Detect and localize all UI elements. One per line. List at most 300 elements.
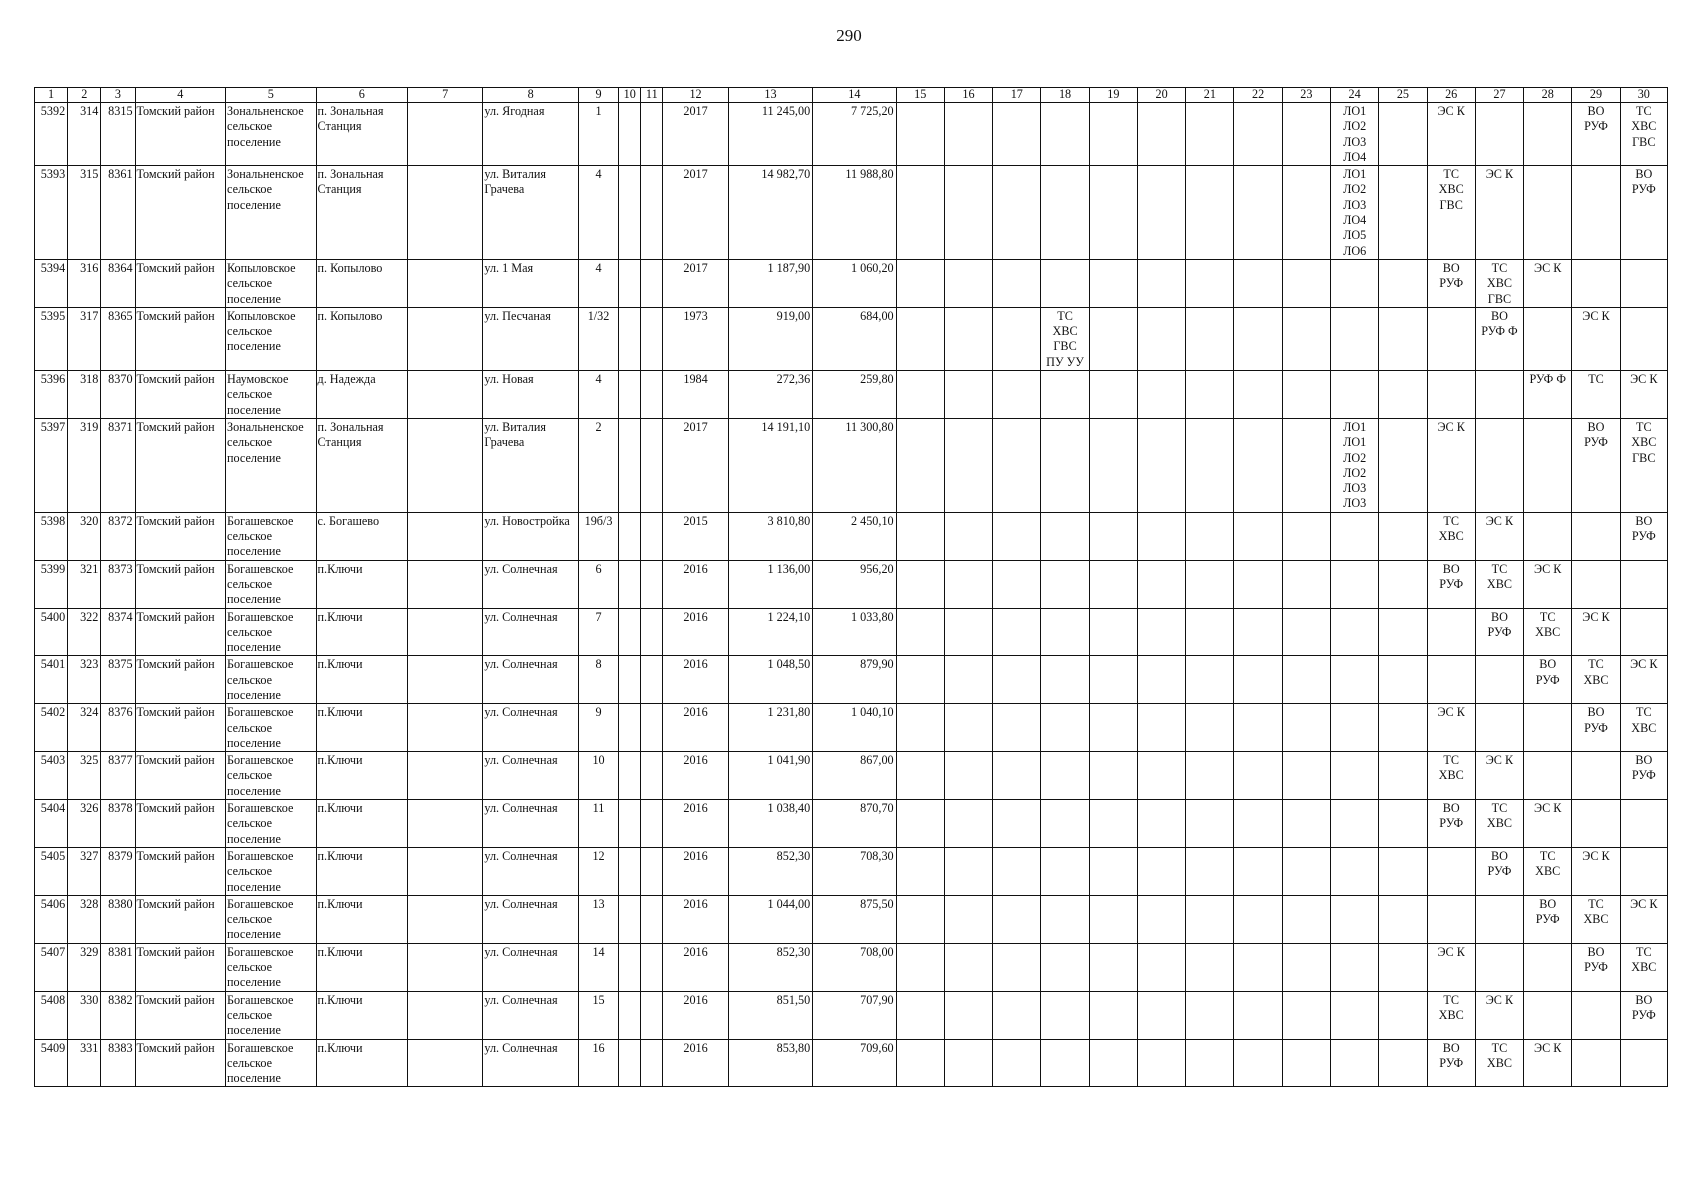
cell-col-11 xyxy=(641,895,663,943)
cell-col-25 xyxy=(1379,103,1427,166)
cell-col-2: 331 xyxy=(68,1039,101,1087)
cell-col-15 xyxy=(896,608,944,656)
cell-col-4: Томский район xyxy=(135,800,225,848)
cell-col-29: ЭС К xyxy=(1572,608,1620,656)
cell-col-10 xyxy=(619,103,641,166)
cell-col-10 xyxy=(619,991,641,1039)
table-row xyxy=(35,103,1668,166)
cell-col-27 xyxy=(1475,704,1523,752)
cell-col-22 xyxy=(1234,704,1282,752)
cell-col-28 xyxy=(1524,704,1572,752)
cell-col-26 xyxy=(1427,307,1475,370)
cell-col-15 xyxy=(896,704,944,752)
cell-col-16 xyxy=(944,991,992,1039)
cell-col-1: 5392 xyxy=(35,103,68,166)
cell-col-17 xyxy=(993,847,1041,895)
cell-col-16 xyxy=(944,103,992,166)
cell-col-6: п.Ключи xyxy=(316,608,408,656)
cell-col-20 xyxy=(1137,991,1185,1039)
cell-col-22 xyxy=(1234,1039,1282,1087)
cell-col-10 xyxy=(619,847,641,895)
cell-col-28 xyxy=(1524,991,1572,1039)
column-number-16: 16 xyxy=(944,88,992,103)
cell-col-16 xyxy=(944,560,992,608)
cell-col-2: 320 xyxy=(68,512,101,560)
cell-col-6: д. Надежда xyxy=(316,371,408,419)
cell-col-6: п. Копылово xyxy=(316,307,408,370)
cell-col-28: ТС ХВС xyxy=(1524,847,1572,895)
cell-col-20 xyxy=(1137,656,1185,704)
cell-col-2: 315 xyxy=(68,166,101,260)
cell-col-21 xyxy=(1186,895,1234,943)
cell-col-30: ЭС К xyxy=(1620,371,1667,419)
column-number-27: 27 xyxy=(1475,88,1523,103)
cell-col-23 xyxy=(1282,991,1330,1039)
cell-col-23 xyxy=(1282,307,1330,370)
cell-col-5: Богашевское сельское поселение xyxy=(226,895,316,943)
cell-col-30: ЭС К xyxy=(1620,656,1667,704)
cell-col-21 xyxy=(1186,371,1234,419)
cell-col-19 xyxy=(1089,895,1137,943)
cell-col-21 xyxy=(1186,512,1234,560)
cell-col-29: ВО РУФ xyxy=(1572,704,1620,752)
cell-col-27 xyxy=(1475,371,1523,419)
column-number-25: 25 xyxy=(1379,88,1427,103)
cell-col-30 xyxy=(1620,1039,1667,1087)
cell-col-20 xyxy=(1137,704,1185,752)
cell-col-23 xyxy=(1282,103,1330,166)
column-number-29: 29 xyxy=(1572,88,1620,103)
cell-col-7 xyxy=(408,1039,483,1087)
table-row xyxy=(35,943,1668,991)
cell-col-23 xyxy=(1282,608,1330,656)
cell-col-10 xyxy=(619,656,641,704)
cell-col-24 xyxy=(1331,371,1379,419)
cell-col-16 xyxy=(944,512,992,560)
cell-col-25 xyxy=(1379,560,1427,608)
cell-col-11 xyxy=(641,166,663,260)
cell-col-12: 2017 xyxy=(663,103,728,166)
cell-col-17 xyxy=(993,560,1041,608)
column-number-26: 26 xyxy=(1427,88,1475,103)
cell-col-29 xyxy=(1572,166,1620,260)
cell-col-8: ул. Солнечная xyxy=(483,991,579,1039)
cell-col-26 xyxy=(1427,656,1475,704)
cell-col-12: 2016 xyxy=(663,608,728,656)
cell-col-3: 8376 xyxy=(101,704,135,752)
cell-col-11 xyxy=(641,991,663,1039)
cell-col-11 xyxy=(641,103,663,166)
cell-col-8: ул. Новостройка xyxy=(483,512,579,560)
cell-col-23 xyxy=(1282,704,1330,752)
cell-col-15 xyxy=(896,800,944,848)
cell-col-25 xyxy=(1379,991,1427,1039)
registry-table xyxy=(34,87,1668,1087)
cell-col-18 xyxy=(1041,512,1089,560)
cell-col-10 xyxy=(619,895,641,943)
cell-col-16 xyxy=(944,752,992,800)
cell-col-15 xyxy=(896,847,944,895)
column-number-5: 5 xyxy=(226,88,316,103)
table-row xyxy=(35,259,1668,307)
cell-col-6: с. Богашево xyxy=(316,512,408,560)
cell-col-24 xyxy=(1331,943,1379,991)
cell-col-14: 879,90 xyxy=(813,656,896,704)
cell-col-16 xyxy=(944,800,992,848)
cell-col-30 xyxy=(1620,800,1667,848)
column-number-1: 1 xyxy=(35,88,68,103)
cell-col-12: 2016 xyxy=(663,656,728,704)
column-number-18: 18 xyxy=(1041,88,1089,103)
cell-col-3: 8365 xyxy=(101,307,135,370)
table-row xyxy=(35,166,1668,260)
cell-col-6: п.Ключи xyxy=(316,752,408,800)
cell-col-17 xyxy=(993,943,1041,991)
cell-col-9: 12 xyxy=(578,847,618,895)
page-number: 290 xyxy=(836,26,862,45)
column-number-9: 9 xyxy=(578,88,618,103)
cell-col-24 xyxy=(1331,656,1379,704)
cell-col-7 xyxy=(408,943,483,991)
cell-col-19 xyxy=(1089,800,1137,848)
column-number-3: 3 xyxy=(101,88,135,103)
cell-col-29: ВО РУФ xyxy=(1572,103,1620,166)
cell-col-1: 5398 xyxy=(35,512,68,560)
cell-col-23 xyxy=(1282,943,1330,991)
cell-col-26: ВО РУФ xyxy=(1427,1039,1475,1087)
cell-col-9: 8 xyxy=(578,656,618,704)
cell-col-22 xyxy=(1234,418,1282,512)
cell-col-5: Богашевское сельское поселение xyxy=(226,512,316,560)
cell-col-22 xyxy=(1234,259,1282,307)
table-row xyxy=(35,800,1668,848)
cell-col-13: 852,30 xyxy=(728,847,812,895)
cell-col-2: 329 xyxy=(68,943,101,991)
cell-col-3: 8381 xyxy=(101,943,135,991)
cell-col-17 xyxy=(993,991,1041,1039)
cell-col-11 xyxy=(641,512,663,560)
cell-col-9: 11 xyxy=(578,800,618,848)
cell-col-6: п. Зональная Станция xyxy=(316,418,408,512)
cell-col-11 xyxy=(641,259,663,307)
cell-col-7 xyxy=(408,371,483,419)
cell-col-13: 919,00 xyxy=(728,307,812,370)
cell-col-7 xyxy=(408,752,483,800)
cell-col-16 xyxy=(944,307,992,370)
cell-col-24 xyxy=(1331,895,1379,943)
cell-col-2: 322 xyxy=(68,608,101,656)
cell-col-20 xyxy=(1137,752,1185,800)
cell-col-14: 870,70 xyxy=(813,800,896,848)
cell-col-8: ул. Солнечная xyxy=(483,943,579,991)
cell-col-2: 321 xyxy=(68,560,101,608)
cell-col-27 xyxy=(1475,656,1523,704)
cell-col-29 xyxy=(1572,512,1620,560)
table-row xyxy=(35,512,1668,560)
cell-col-15 xyxy=(896,166,944,260)
cell-col-13: 1 041,90 xyxy=(728,752,812,800)
table-row xyxy=(35,307,1668,370)
cell-col-27: ЭС К xyxy=(1475,991,1523,1039)
column-number-15: 15 xyxy=(896,88,944,103)
cell-col-19 xyxy=(1089,656,1137,704)
cell-col-30: ТС ХВС ГВС xyxy=(1620,103,1667,166)
cell-col-22 xyxy=(1234,371,1282,419)
cell-col-1: 5401 xyxy=(35,656,68,704)
cell-col-18 xyxy=(1041,1039,1089,1087)
cell-col-25 xyxy=(1379,704,1427,752)
cell-col-17 xyxy=(993,752,1041,800)
cell-col-12: 2016 xyxy=(663,704,728,752)
cell-col-19 xyxy=(1089,847,1137,895)
cell-col-17 xyxy=(993,656,1041,704)
cell-col-30 xyxy=(1620,847,1667,895)
cell-col-21 xyxy=(1186,307,1234,370)
cell-col-1: 5405 xyxy=(35,847,68,895)
cell-col-19 xyxy=(1089,259,1137,307)
cell-col-3: 8380 xyxy=(101,895,135,943)
cell-col-1: 5404 xyxy=(35,800,68,848)
cell-col-28: ЭС К xyxy=(1524,259,1572,307)
column-number-10: 10 xyxy=(619,88,641,103)
cell-col-18 xyxy=(1041,656,1089,704)
cell-col-19 xyxy=(1089,512,1137,560)
cell-col-5: Зональненское сельское поселение xyxy=(226,103,316,166)
cell-col-8: ул. Виталия Грачева xyxy=(483,418,579,512)
cell-col-2: 316 xyxy=(68,259,101,307)
cell-col-25 xyxy=(1379,847,1427,895)
cell-col-26: ВО РУФ xyxy=(1427,560,1475,608)
cell-col-1: 5403 xyxy=(35,752,68,800)
cell-col-17 xyxy=(993,418,1041,512)
cell-col-30 xyxy=(1620,307,1667,370)
column-number-22: 22 xyxy=(1234,88,1282,103)
cell-col-25 xyxy=(1379,166,1427,260)
cell-col-8: ул. Солнечная xyxy=(483,656,579,704)
cell-col-1: 5409 xyxy=(35,1039,68,1087)
cell-col-9: 4 xyxy=(578,166,618,260)
cell-col-22 xyxy=(1234,800,1282,848)
cell-col-8: ул. Солнечная xyxy=(483,895,579,943)
cell-col-3: 8372 xyxy=(101,512,135,560)
cell-col-18: ТС ХВС ГВС ПУ УУ xyxy=(1041,307,1089,370)
cell-col-9: 19б/3 xyxy=(578,512,618,560)
cell-col-15 xyxy=(896,259,944,307)
cell-col-4: Томский район xyxy=(135,307,225,370)
table-row xyxy=(35,895,1668,943)
cell-col-24 xyxy=(1331,608,1379,656)
cell-col-7 xyxy=(408,512,483,560)
cell-col-2: 319 xyxy=(68,418,101,512)
cell-col-2: 323 xyxy=(68,656,101,704)
cell-col-30: ЭС К xyxy=(1620,895,1667,943)
cell-col-11 xyxy=(641,1039,663,1087)
cell-col-4: Томский район xyxy=(135,371,225,419)
cell-col-29: ТС ХВС xyxy=(1572,895,1620,943)
cell-col-23 xyxy=(1282,259,1330,307)
cell-col-15 xyxy=(896,895,944,943)
cell-col-22 xyxy=(1234,512,1282,560)
cell-col-11 xyxy=(641,307,663,370)
cell-col-8: ул. Солнечная xyxy=(483,704,579,752)
cell-col-9: 16 xyxy=(578,1039,618,1087)
cell-col-24 xyxy=(1331,512,1379,560)
cell-col-4: Томский район xyxy=(135,608,225,656)
cell-col-5: Богашевское сельское поселение xyxy=(226,608,316,656)
cell-col-8: ул. Солнечная xyxy=(483,847,579,895)
cell-col-30: ВО РУФ xyxy=(1620,991,1667,1039)
cell-col-18 xyxy=(1041,943,1089,991)
cell-col-28 xyxy=(1524,512,1572,560)
table-row xyxy=(35,656,1668,704)
cell-col-10 xyxy=(619,560,641,608)
cell-col-11 xyxy=(641,656,663,704)
cell-col-18 xyxy=(1041,371,1089,419)
cell-col-6: п.Ключи xyxy=(316,895,408,943)
cell-col-11 xyxy=(641,371,663,419)
cell-col-24: ЛО1 ЛО1 ЛО2 ЛО2 ЛО3 ЛО3 xyxy=(1331,418,1379,512)
cell-col-7 xyxy=(408,418,483,512)
cell-col-15 xyxy=(896,103,944,166)
cell-col-19 xyxy=(1089,560,1137,608)
cell-col-4: Томский район xyxy=(135,560,225,608)
cell-col-9: 1 xyxy=(578,103,618,166)
cell-col-22 xyxy=(1234,991,1282,1039)
cell-col-29 xyxy=(1572,1039,1620,1087)
cell-col-11 xyxy=(641,800,663,848)
cell-col-9: 9 xyxy=(578,704,618,752)
cell-col-3: 8361 xyxy=(101,166,135,260)
cell-col-22 xyxy=(1234,847,1282,895)
cell-col-26: ЭС К xyxy=(1427,943,1475,991)
cell-col-8: ул. Солнечная xyxy=(483,608,579,656)
cell-col-25 xyxy=(1379,752,1427,800)
cell-col-17 xyxy=(993,1039,1041,1087)
cell-col-20 xyxy=(1137,307,1185,370)
cell-col-15 xyxy=(896,512,944,560)
cell-col-13: 852,30 xyxy=(728,943,812,991)
cell-col-4: Томский район xyxy=(135,847,225,895)
cell-col-10 xyxy=(619,512,641,560)
column-number-19: 19 xyxy=(1089,88,1137,103)
cell-col-6: п.Ключи xyxy=(316,560,408,608)
cell-col-3: 8374 xyxy=(101,608,135,656)
cell-col-17 xyxy=(993,608,1041,656)
cell-col-1: 5396 xyxy=(35,371,68,419)
table-row xyxy=(35,704,1668,752)
cell-col-24 xyxy=(1331,847,1379,895)
cell-col-3: 8377 xyxy=(101,752,135,800)
cell-col-5: Богашевское сельское поселение xyxy=(226,943,316,991)
cell-col-13: 1 044,00 xyxy=(728,895,812,943)
cell-col-14: 7 725,20 xyxy=(813,103,896,166)
cell-col-12: 2017 xyxy=(663,166,728,260)
cell-col-7 xyxy=(408,259,483,307)
cell-col-12: 2016 xyxy=(663,560,728,608)
cell-col-12: 2016 xyxy=(663,943,728,991)
cell-col-13: 3 810,80 xyxy=(728,512,812,560)
cell-col-30: ВО РУФ xyxy=(1620,752,1667,800)
cell-col-24: ЛО1 ЛО2 ЛО3 ЛО4 ЛО5 ЛО6 xyxy=(1331,166,1379,260)
cell-col-2: 318 xyxy=(68,371,101,419)
cell-col-4: Томский район xyxy=(135,512,225,560)
cell-col-28 xyxy=(1524,418,1572,512)
cell-col-27 xyxy=(1475,943,1523,991)
cell-col-18 xyxy=(1041,166,1089,260)
column-number-24: 24 xyxy=(1331,88,1379,103)
cell-col-4: Томский район xyxy=(135,991,225,1039)
cell-col-18 xyxy=(1041,752,1089,800)
cell-col-16 xyxy=(944,704,992,752)
cell-col-20 xyxy=(1137,560,1185,608)
cell-col-17 xyxy=(993,895,1041,943)
cell-col-9: 13 xyxy=(578,895,618,943)
cell-col-9: 4 xyxy=(578,371,618,419)
cell-col-17 xyxy=(993,371,1041,419)
cell-col-23 xyxy=(1282,656,1330,704)
cell-col-12: 2016 xyxy=(663,895,728,943)
cell-col-3: 8364 xyxy=(101,259,135,307)
cell-col-24: ЛО1 ЛО2 ЛО3 ЛО4 xyxy=(1331,103,1379,166)
cell-col-3: 8375 xyxy=(101,656,135,704)
cell-col-14: 1 040,10 xyxy=(813,704,896,752)
cell-col-11 xyxy=(641,418,663,512)
cell-col-12: 2016 xyxy=(663,847,728,895)
cell-col-8: ул. Солнечная xyxy=(483,560,579,608)
cell-col-6: п.Ключи xyxy=(316,704,408,752)
cell-col-9: 7 xyxy=(578,608,618,656)
cell-col-14: 1 033,80 xyxy=(813,608,896,656)
cell-col-4: Томский район xyxy=(135,103,225,166)
cell-col-12: 2017 xyxy=(663,418,728,512)
cell-col-27: ЭС К xyxy=(1475,752,1523,800)
cell-col-20 xyxy=(1137,371,1185,419)
cell-col-8: ул. 1 Мая xyxy=(483,259,579,307)
cell-col-27 xyxy=(1475,895,1523,943)
cell-col-21 xyxy=(1186,847,1234,895)
column-number-4: 4 xyxy=(135,88,225,103)
cell-col-8: ул. Виталия Грачева xyxy=(483,166,579,260)
cell-col-22 xyxy=(1234,307,1282,370)
table-row xyxy=(35,418,1668,512)
cell-col-4: Томский район xyxy=(135,895,225,943)
cell-col-18 xyxy=(1041,103,1089,166)
cell-col-21 xyxy=(1186,800,1234,848)
cell-col-13: 1 136,00 xyxy=(728,560,812,608)
cell-col-2: 314 xyxy=(68,103,101,166)
cell-col-16 xyxy=(944,418,992,512)
cell-col-19 xyxy=(1089,371,1137,419)
cell-col-20 xyxy=(1137,895,1185,943)
cell-col-1: 5406 xyxy=(35,895,68,943)
cell-col-18 xyxy=(1041,895,1089,943)
cell-col-26 xyxy=(1427,608,1475,656)
cell-col-21 xyxy=(1186,991,1234,1039)
cell-col-28: РУФ Ф xyxy=(1524,371,1572,419)
cell-col-9: 6 xyxy=(578,560,618,608)
cell-col-18 xyxy=(1041,418,1089,512)
cell-col-5: Богашевское сельское поселение xyxy=(226,560,316,608)
cell-col-9: 10 xyxy=(578,752,618,800)
cell-col-15 xyxy=(896,991,944,1039)
cell-col-16 xyxy=(944,608,992,656)
cell-col-29 xyxy=(1572,560,1620,608)
cell-col-1: 5407 xyxy=(35,943,68,991)
cell-col-25 xyxy=(1379,418,1427,512)
cell-col-4: Томский район xyxy=(135,943,225,991)
cell-col-17 xyxy=(993,704,1041,752)
cell-col-1: 5399 xyxy=(35,560,68,608)
